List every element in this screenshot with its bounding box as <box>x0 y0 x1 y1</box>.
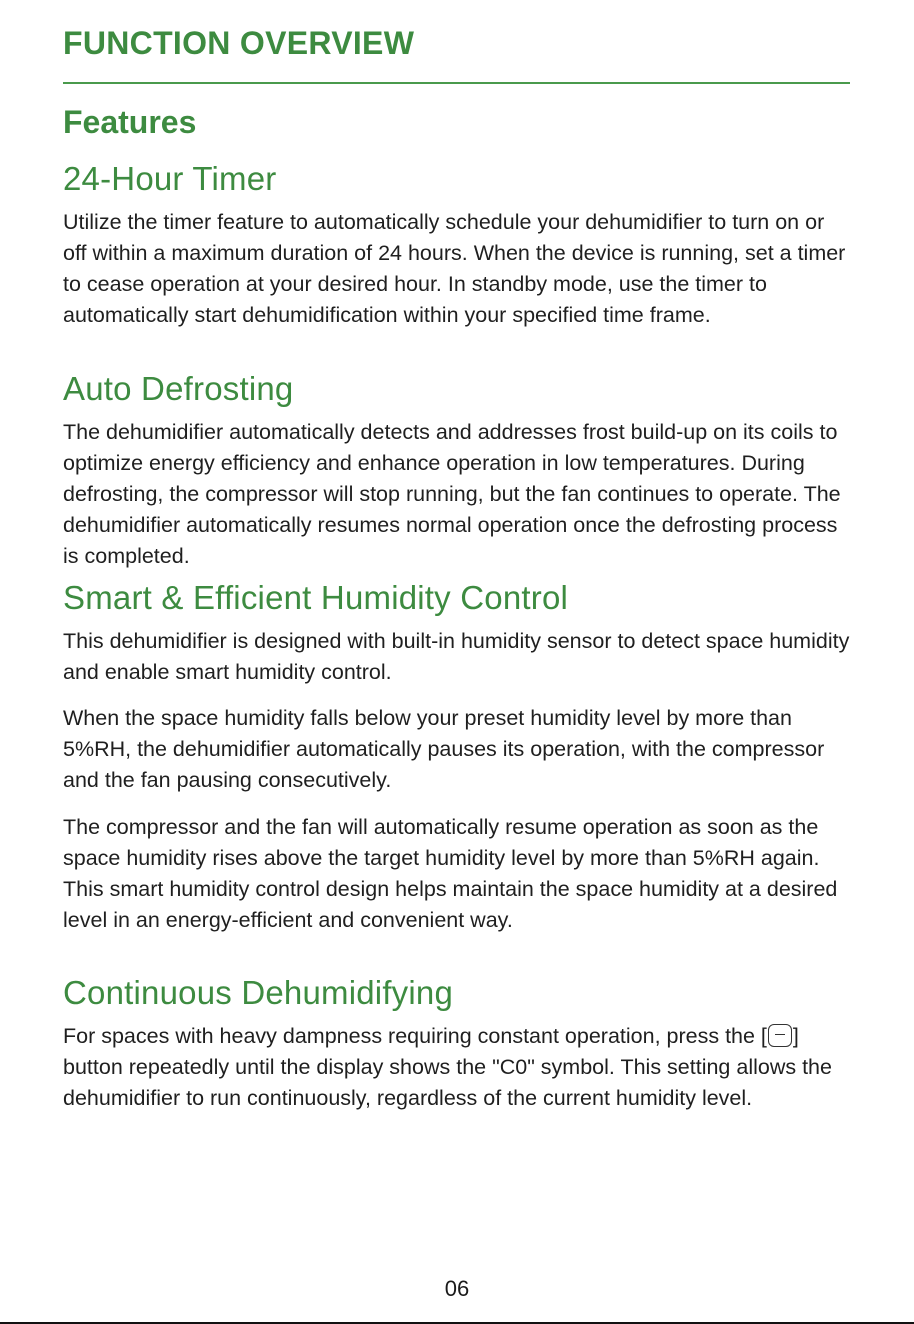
defrost-paragraph: The dehumidifier automatically detects and addresses frost build-up on its coils to optimize energy efficiency and enhance operation in low temperatures. During defrosting, the compressor will stop running, but the fan continues to operate. The dehumidifier automatically resumes normal operation once the defrosting process is completed. <box>63 420 841 568</box>
title-divider <box>63 82 850 84</box>
features-heading: Features <box>63 104 197 140</box>
timer-heading: 24-Hour Timer <box>63 160 277 197</box>
continuous-text-start: For spaces with heavy dampness requiring constant operation, press the [ <box>63 1024 767 1048</box>
timer-paragraph: Utilize the timer feature to automatically schedule your dehumidifier to turn on or off within a maximum duration of 24 hours. When the device is running, set a timer to cease operation at your desired hour. In standby mode, use the timer to automatically start dehumidification within your specified time frame. <box>63 210 846 327</box>
section-title: FUNCTION OVERVIEW <box>63 25 415 61</box>
continuous-heading: Continuous Dehumidifying <box>63 974 454 1011</box>
continuous-text-end: ] button repeatedly until the display shows the "C0" symbol. This setting allows the dehumidifier to run continuously, regardless of the current humidity level. <box>63 1024 832 1110</box>
page-number: 06 <box>444 1276 470 1301</box>
smart-control-heading: Smart & Efficient Humidity Control <box>63 579 569 616</box>
minus-button-icon <box>768 1024 792 1047</box>
smart-control-paragraph-3: The compressor and the fan will automatically resume operation as soon as the space humidity rises above the target humidity level by more than 5%RH again. This smart humidity control design helps maintain the space humidity at a desired level in an energy-efficient and convenient way. <box>63 815 838 932</box>
continuous-paragraph <box>63 1021 853 1114</box>
smart-control-paragraph-2: When the space humidity falls below your preset humidity level by more than 5%RH, the dehumidifier automatically pauses its operation, with the compressor and the fan pausing consecutively. <box>63 706 825 792</box>
defrost-heading: Auto Defrosting <box>63 370 294 407</box>
smart-control-paragraph-1: This dehumidifier is designed with built-in humidity sensor to detect space humidity and enable smart humidity control. <box>63 629 850 684</box>
